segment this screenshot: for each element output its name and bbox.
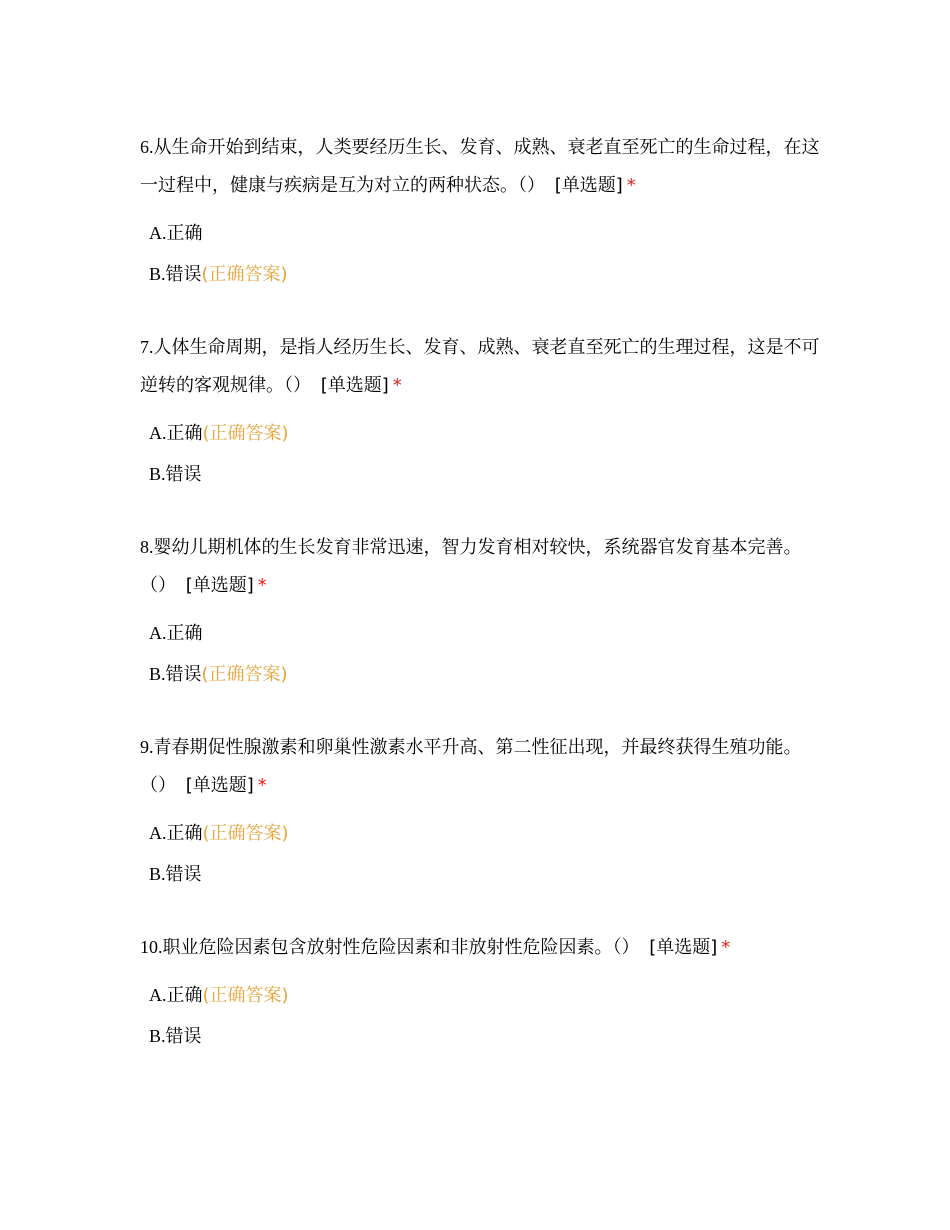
question-type: [单选题] — [320, 375, 389, 396]
option-letter: B. — [149, 664, 166, 684]
required-asterisk: * — [626, 175, 636, 196]
option-letter: B. — [149, 1026, 166, 1046]
option-a[interactable] — [149, 813, 820, 854]
question-type: [单选题] — [185, 775, 254, 796]
option-text: 正确 — [166, 623, 203, 644]
option-b[interactable] — [149, 1016, 820, 1057]
option-text: 正确 — [166, 423, 203, 444]
question-8 — [140, 528, 820, 695]
option-letter: B. — [149, 864, 166, 884]
option-b[interactable] — [149, 254, 820, 295]
correct-answer-tag: (正确答案) — [202, 985, 289, 1006]
option-text: 错误 — [165, 864, 202, 885]
option-letter: A. — [149, 423, 167, 443]
required-asterisk: * — [721, 937, 731, 958]
option-text: 错误 — [165, 1026, 202, 1047]
question-10 — [140, 928, 820, 1057]
question-stem — [140, 328, 820, 405]
option-letter: A. — [149, 623, 167, 643]
option-a[interactable] — [149, 613, 820, 654]
correct-answer-tag: (正确答案) — [201, 664, 288, 685]
question-type: [单选题] — [554, 175, 623, 196]
option-letter: A. — [149, 985, 167, 1005]
question-text: 从生命开始到结束，人类要经历生长、发育、成熟、衰老直至死亡的生命过程，在这一过程中，健康与疾病是互为对立的两种状态。（） — [140, 137, 820, 196]
question-7 — [140, 328, 820, 495]
correct-answer-tag: (正确答案) — [202, 423, 289, 444]
option-b[interactable] — [149, 854, 820, 895]
question-number: 9. — [140, 737, 154, 757]
option-b[interactable] — [149, 454, 820, 495]
option-text: 错误 — [165, 264, 202, 285]
question-text: 人体生命周期，是指人经历生长、发育、成熟、衰老直至死亡的生理过程，这是不可逆转的客观规律。（） — [140, 337, 820, 396]
option-letter: B. — [149, 264, 166, 284]
required-asterisk: * — [257, 575, 267, 596]
option-letter: B. — [149, 464, 166, 484]
question-type: [单选题] — [185, 575, 254, 596]
correct-answer-tag: (正确答案) — [201, 264, 288, 285]
option-letter: A. — [149, 823, 167, 843]
question-text: 职业危险因素包含放射性危险因素和非放射性危险因素。（） — [162, 937, 640, 958]
question-text: 青春期促性腺激素和卵巢性激素水平升高、第二性征出现，并最终获得生殖功能。（） — [140, 737, 802, 796]
option-a[interactable] — [149, 413, 820, 454]
question-text: 婴幼儿期机体的生长发育非常迅速，智力发育相对较快，系统器官发育基本完善。（） — [140, 537, 802, 596]
question-6 — [140, 128, 820, 295]
option-text: 正确 — [166, 985, 203, 1006]
required-asterisk: * — [392, 375, 402, 396]
question-stem — [140, 528, 820, 605]
question-stem — [140, 728, 820, 805]
question-number: 7. — [140, 337, 154, 357]
option-text: 正确 — [166, 823, 203, 844]
question-number: 10. — [140, 937, 163, 957]
option-text: 正确 — [166, 223, 203, 244]
question-number: 8. — [140, 537, 154, 557]
option-b[interactable] — [149, 654, 820, 695]
question-stem — [140, 128, 820, 205]
question-9 — [140, 728, 820, 895]
option-letter: A. — [149, 223, 167, 243]
required-asterisk: * — [257, 775, 267, 796]
question-stem — [140, 928, 820, 967]
question-number: 6. — [140, 137, 154, 157]
question-type: [单选题] — [649, 937, 718, 958]
option-text: 错误 — [165, 664, 202, 685]
option-a[interactable] — [149, 975, 820, 1016]
correct-answer-tag: (正确答案) — [202, 823, 289, 844]
option-text: 错误 — [165, 464, 202, 485]
option-a[interactable] — [149, 213, 820, 254]
